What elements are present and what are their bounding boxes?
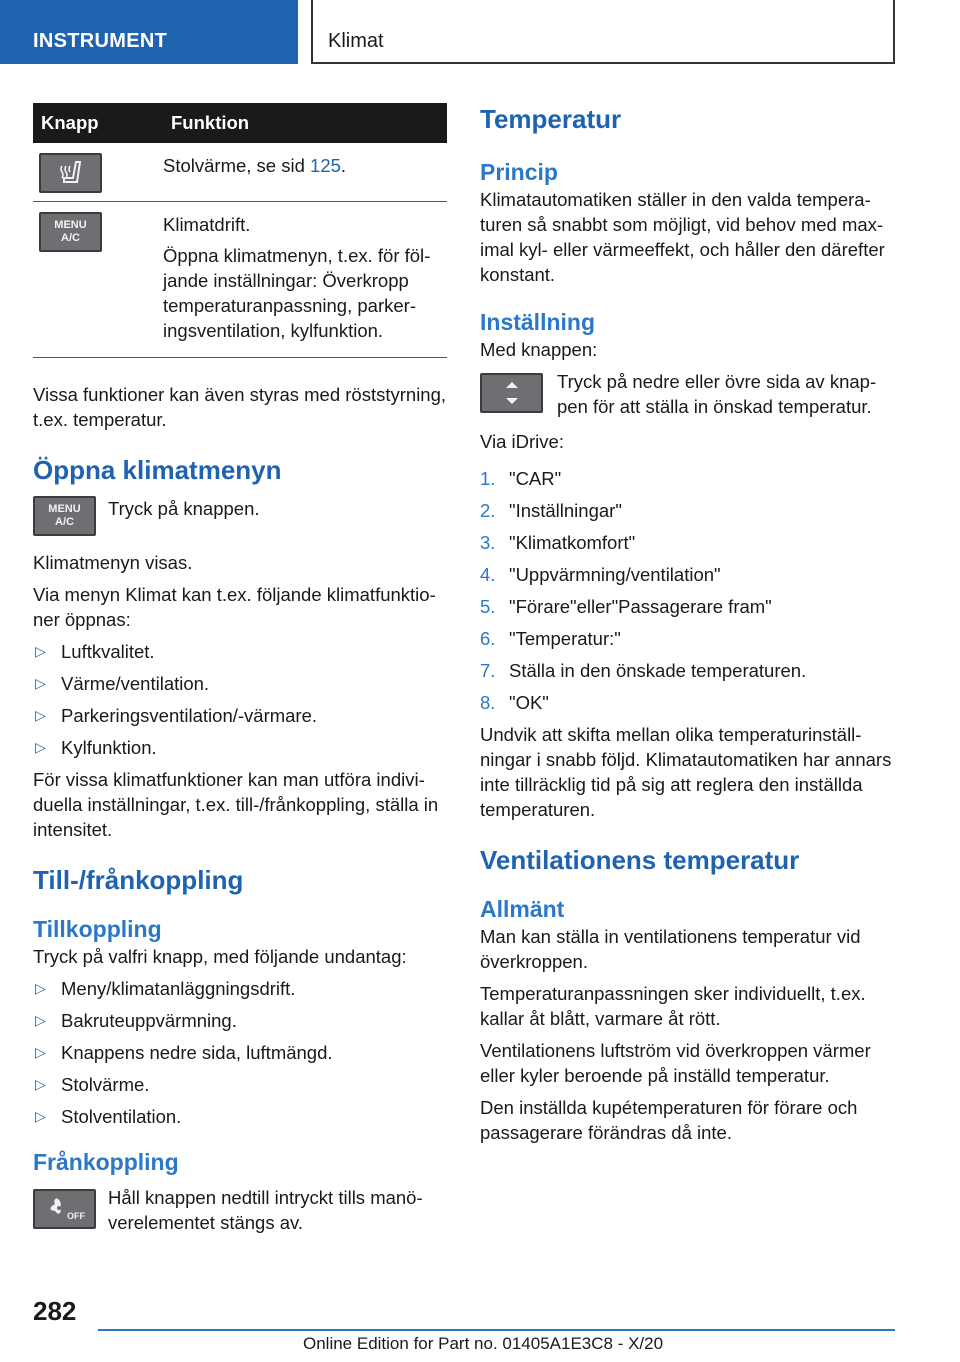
triangle-bullet-icon: ▷: [35, 980, 46, 996]
heading-switch-on: Tillkoppling: [33, 916, 162, 942]
list-item: ▷ Kylfunktion.: [35, 737, 157, 758]
menu-button-instruction: MENU A/C Tryck på knappen.: [33, 496, 447, 536]
function-text: Klimatdrift.: [163, 214, 251, 235]
chapter-title: Klimat: [328, 30, 384, 52]
section-title: INSTRUMENT: [33, 30, 168, 52]
table-row: [33, 143, 447, 202]
svg-text:OFF: OFF: [66, 1211, 85, 1221]
list-item: 1. "CAR": [480, 468, 562, 489]
list-item: 8. "OK": [480, 692, 549, 713]
section-tab: [0, 0, 298, 64]
edition-info: Online Edition for Part no. 01405A1E3C8 - X/20: [303, 1334, 664, 1353]
function-text: Öppna klimatmenyn, t.ex. för följande inställningar: Överkropp temperaturanpassning, parkeringsventilation, kylfunktion.: [163, 245, 431, 341]
list-item: ▷ Stolventilation.: [35, 1106, 182, 1127]
triangle-bullet-icon: ▷: [35, 739, 46, 755]
list-item: ▷ Bakruteuppvärmning.: [35, 1010, 237, 1031]
list-item: 3. "Klimatkomfort": [480, 532, 636, 553]
triangle-bullet-icon: ▷: [35, 1108, 46, 1124]
idrive-steps-list: [480, 466, 895, 715]
list-item: ▷ Luftkvalitet.: [35, 641, 155, 662]
left-column: Knapp Funktion Stolvärme, se sid 125. MENU A/C Klimatdrift. Öppna klimatmenyn, t.ex. för följande inställningar: Överkropp temperaturanpassning, parkeringsventilation, kylfunktion. Vissa funktioner kan även styras med röststyrning, t.ex. temperatur. Öppna klimatmenyn MENU A/C Tryck på knappen. Klimatmenyn visas. Via menyn Klimat kan t.ex. följande klimatfunktioner öppnas: ▷ Luftkvalitet. ▷ Värme/ventilation. ▷ Parkeringsventilation/-värmare. ▷ Kylfunktion. För vissa klimatfunktioner kan man utföra individuella inställningar, t.ex. till-/frånkoppling, ställa in intensitet. Till-/frånkoppling Tillkoppling Tryck på valfri knapp, med följande undantag: ▷ Meny/klimatanläggningsdrift. ▷ Bakruteuppvärmning. ▷ Knappens nedre sida, luftmängd. ▷ Stolvärme. ▷ Stolventilation. Frånkoppling OFF Håll knappen nedtill intryckt tills manöverelementet stängs av.: [33, 103, 447, 1235]
triangle-bullet-icon: ▷: [35, 1044, 46, 1060]
temperature-up-down-icon: [480, 373, 543, 413]
list-item: 5. "Förare"eller"Passagerare fram": [480, 596, 772, 617]
list-item: 4. "Uppvärmning/ventilation": [480, 564, 721, 585]
seat-heating-icon: [39, 153, 102, 193]
menu-ac-button-icon: MENU A/C: [33, 496, 96, 536]
heading-on-off: Till-/frånkoppling: [33, 865, 244, 895]
menu-functions-list: [33, 639, 447, 760]
triangle-bullet-icon: ▷: [35, 675, 46, 691]
heading-switch-off: Frånkoppling: [33, 1149, 179, 1175]
button-function-table: [33, 103, 447, 358]
page-number: 282: [33, 1296, 77, 1326]
temperature-button-instruction: Tryck på nedre eller övre sida av knappen för att ställa in önskad temperatur.: [480, 369, 895, 419]
right-column: Temperatur Princip Klimatautomatiken ställer in den valda temperaturen så snabbt som möjligt, vid behov med maximal kyl- eller värmeeffekt, och håller den därefter konstant. Inställning Med knappen: Tryck på nedre eller övre sida av knappen för att ställa in önskad temperatur. Via iDrive: 1. "CAR" 2. "Inställningar" 3. "Klimatkomfort" 4. "Uppvärmning/ventilation" 5. "Förare"eller"Passagerare fram" 6. "Temperatur:" 7. Ställa in den önskade temperaturen. 8. "OK" Undvik att skifta mellan olika temperaturinställningar i snabb följd. Klimatautomatiken har annars inte tillräcklig tid på sig att reglera den inställda temperaturen. Ventilationens temperatur Allmänt Man kan ställa in ventilationens temperatur vid överkroppen. Temperaturanpassningen sker individuellt, t.ex. kallar åt blått, varmare åt rött. Ventilationens luftström vid överkroppen värmer eller kyler beroende på inställd temperatur. Den inställda kupétemperaturen för förare och passagerare förändras då inte.: [480, 103, 895, 1152]
footer-divider: [98, 1329, 895, 1331]
table-header-button: Knapp: [33, 103, 163, 143]
heading-general: Allmänt: [480, 896, 565, 922]
table-header-function: Funktion: [163, 103, 447, 143]
chapter-tab: [311, 0, 895, 64]
triangle-bullet-icon: ▷: [35, 1076, 46, 1092]
triangle-bullet-icon: ▷: [35, 643, 46, 659]
heading-principle: Princip: [480, 159, 558, 185]
table-row: [33, 202, 447, 358]
heading-vent-temperature: Ventilationens temperatur: [480, 845, 800, 875]
page-link[interactable]: 125: [310, 155, 341, 176]
triangle-bullet-icon: ▷: [35, 1012, 46, 1028]
list-item: ▷ Värme/ventilation.: [35, 673, 210, 694]
list-item: ▷ Knappens nedre sida, luftmängd.: [35, 1042, 333, 1063]
triangle-bullet-icon: ▷: [35, 707, 46, 723]
list-item: 7. Ställa in den önskade temperaturen.: [480, 660, 807, 681]
heading-setting: Inställning: [480, 309, 595, 335]
heading-temperature: Temperatur: [480, 104, 622, 134]
heading-open-menu: Öppna klimatmenyn: [33, 455, 282, 485]
fan-off-button-icon: [33, 1189, 96, 1229]
voice-control-note: Vissa funktioner kan även styras med röststyrning, t.ex. temperatur.: [33, 384, 447, 430]
list-item: ▷ Meny/klimatanläggningsdrift.: [35, 978, 296, 999]
function-text: Stolvärme, se sid 125.: [163, 155, 347, 176]
list-item: ▷ Parkeringsventilation/-värmare.: [35, 705, 318, 726]
list-item: 2. "Inställningar": [480, 500, 622, 521]
fan-off-instruction: OFF Håll knappen nedtill intryckt tills manöverelementet stängs av.: [33, 1185, 447, 1235]
switch-on-exceptions-list: [33, 976, 447, 1129]
menu-ac-button-icon: MENU A/C: [39, 212, 102, 252]
list-item: 6. "Temperatur:": [480, 628, 621, 649]
list-item: ▷ Stolvärme.: [35, 1074, 150, 1095]
